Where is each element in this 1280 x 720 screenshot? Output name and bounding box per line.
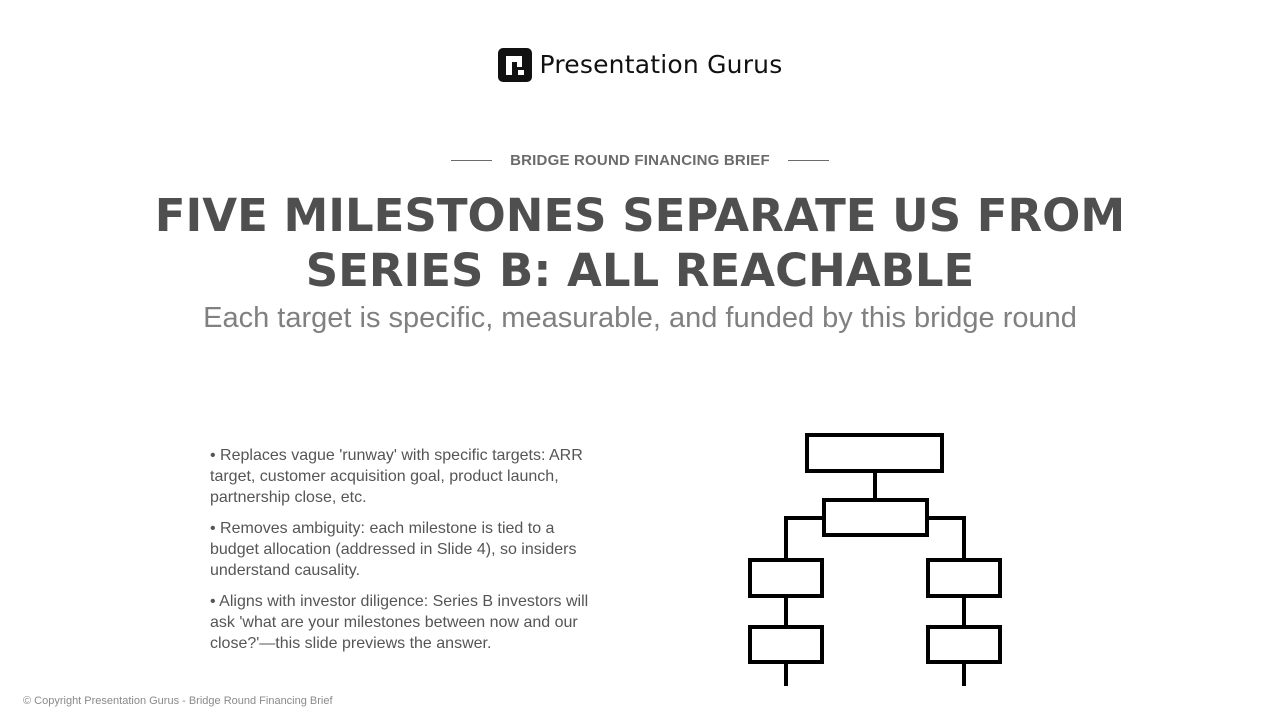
kicker-right-rule bbox=[788, 160, 829, 161]
bullet-item: • Aligns with investor diligence: Series B investors will ask 'what are your milestones between now and our close?'—this slide previews the answer. bbox=[210, 593, 589, 652]
brand-logo bbox=[0, 48, 1280, 82]
slide-title: FIVE MILESTONES SEPARATE US FROM SERIES B: ALL REACHABLE bbox=[154, 189, 1126, 297]
footer-copyright: © Copyright Presentation Gurus - Bridge Round Financing Brief bbox=[23, 695, 333, 707]
kicker-text: BRIDGE ROUND FINANCING BRIEF bbox=[510, 152, 770, 169]
slide-subtitle: Each target is specific, measurable, and funded by this bridge round bbox=[203, 302, 1077, 334]
slide-kicker bbox=[0, 152, 1280, 169]
presentation-gurus-logo-icon bbox=[498, 48, 532, 82]
org-chart-icon bbox=[745, 430, 1005, 690]
bullet-item: • Removes ambiguity: each milestone is tied to a budget allocation (addressed in Slide 4), so insiders understand causality. bbox=[210, 520, 577, 579]
bullet-list bbox=[210, 445, 595, 664]
bullet-item: • Replaces vague 'runway' with specific targets: ARR target, customer acquisition goal, product launch, partnership close, etc. bbox=[210, 447, 583, 506]
brand-name: Presentation Gurus bbox=[539, 50, 783, 79]
kicker-left-rule bbox=[451, 160, 492, 161]
